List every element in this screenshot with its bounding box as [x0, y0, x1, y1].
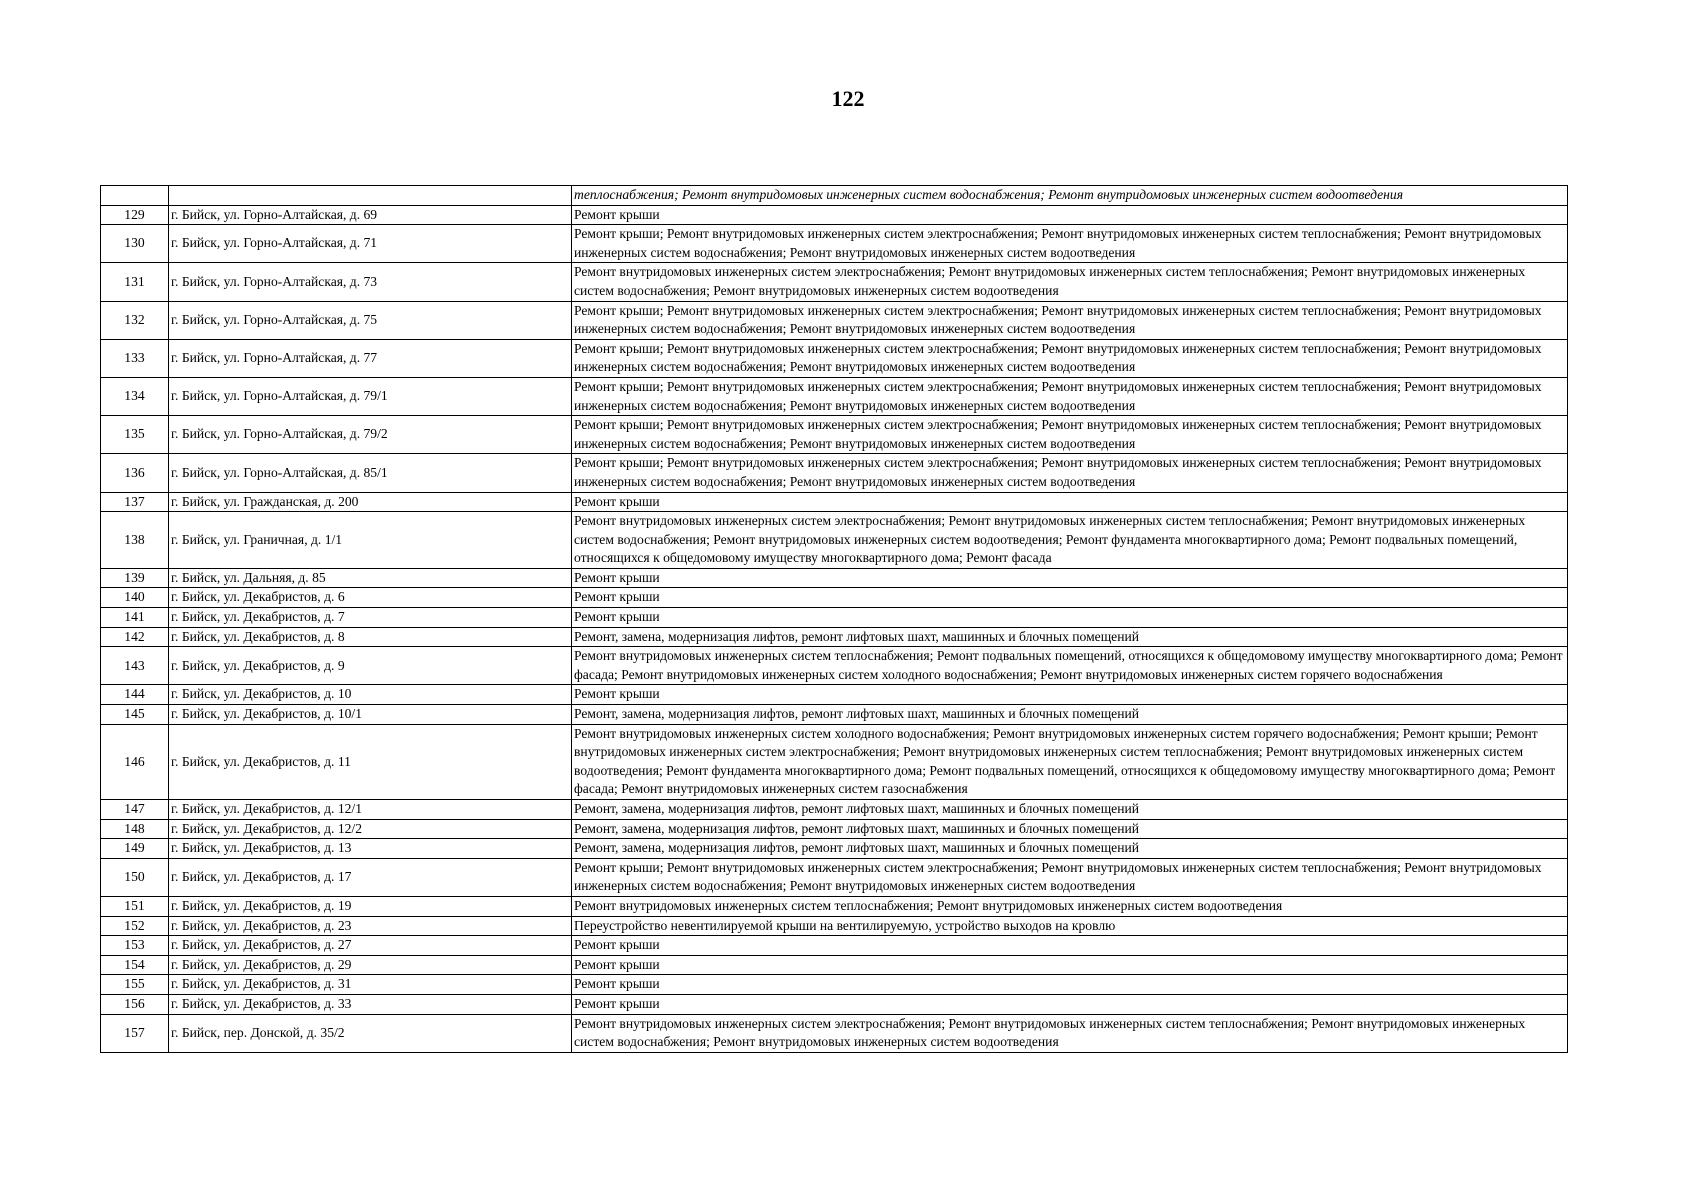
table-row — [101, 994, 1568, 1014]
row-number: 129 — [101, 205, 169, 225]
table-row — [101, 377, 1568, 415]
row-number: 157 — [101, 1014, 169, 1052]
row-address: г. Бийск, ул. Гражданская, д. 200 — [169, 492, 572, 512]
row-works: Переустройство невентилируемой крыши на вентилируемую, устройство выходов на кровлю — [572, 916, 1568, 936]
row-number: 146 — [101, 724, 169, 799]
row-works: Ремонт, замена, модернизация лифтов, ремонт лифтовых шахт, машинных и блочных помещений — [572, 627, 1568, 647]
row-address: г. Бийск, ул. Декабристов, д. 11 — [169, 724, 572, 799]
row-number: 131 — [101, 263, 169, 301]
row-number: 139 — [101, 568, 169, 588]
table-row — [101, 512, 1568, 569]
row-number: 153 — [101, 936, 169, 956]
table-row — [101, 588, 1568, 608]
row-number: 132 — [101, 301, 169, 339]
row-number: 155 — [101, 975, 169, 995]
table-row — [101, 936, 1568, 956]
row-address: г. Бийск, ул. Декабристов, д. 19 — [169, 896, 572, 916]
row-works: Ремонт, замена, модернизация лифтов, ремонт лифтовых шахт, машинных и блочных помещений — [572, 819, 1568, 839]
table-row — [101, 301, 1568, 339]
row-number: 134 — [101, 377, 169, 415]
row-number: 149 — [101, 839, 169, 859]
row-works: Ремонт, замена, модернизация лифтов, ремонт лифтовых шахт, машинных и блочных помещений — [572, 839, 1568, 859]
row-number: 143 — [101, 647, 169, 685]
continuation-row — [101, 186, 1568, 206]
row-works: Ремонт, замена, модернизация лифтов, ремонт лифтовых шахт, машинных и блочных помещений — [572, 800, 1568, 820]
table-row — [101, 568, 1568, 588]
row-address: г. Бийск, пер. Донской, д. 35/2 — [169, 1014, 572, 1052]
row-address: г. Бийск, ул. Декабристов, д. 9 — [169, 647, 572, 685]
row-number: 151 — [101, 896, 169, 916]
table-row — [101, 800, 1568, 820]
row-works: Ремонт крыши; Ремонт внутридомовых инженерных систем электроснабжения; Ремонт внутридомовых инженерных систем теплоснабжения; Ремонт внутридомовых инженерных систем водоснабжения; Ремонт внутридомовых инженерных систем водоотведения — [572, 454, 1568, 492]
page-number: 122 — [831, 86, 865, 111]
table-row — [101, 916, 1568, 936]
row-address: г. Бийск, ул. Декабристов, д. 8 — [169, 627, 572, 647]
row-works: Ремонт крыши; Ремонт внутридомовых инженерных систем электроснабжения; Ремонт внутридомовых инженерных систем теплоснабжения; Ремонт внутридомовых инженерных систем водоснабжения; Ремонт внутридомовых инженерных систем водоотведения — [572, 377, 1568, 415]
row-works: Ремонт внутридомовых инженерных систем электроснабжения; Ремонт внутридомовых инженерных систем теплоснабжения; Ремонт внутридомовых инженерных систем водоснабжения; Ремонт внутридомовых инженерных систем водоотведения — [572, 263, 1568, 301]
row-number: 140 — [101, 588, 169, 608]
registry-body — [101, 186, 1568, 1053]
row-works: Ремонт внутридомовых инженерных систем теплоснабжения; Ремонт внутридомовых инженерных систем водоотведения — [572, 896, 1568, 916]
row-address: г. Бийск, ул. Декабристов, д. 17 — [169, 858, 572, 896]
row-number: 136 — [101, 454, 169, 492]
row-works: Ремонт крыши; Ремонт внутридомовых инженерных систем электроснабжения; Ремонт внутридомовых инженерных систем теплоснабжения; Ремонт внутридомовых инженерных систем водоснабжения; Ремонт внутридомовых инженерных систем водоотведения — [572, 858, 1568, 896]
row-address: г. Бийск, ул. Горно-Алтайская, д. 73 — [169, 263, 572, 301]
row-address: г. Бийск, ул. Декабристов, д. 23 — [169, 916, 572, 936]
row-address: г. Бийск, ул. Горно-Алтайская, д. 85/1 — [169, 454, 572, 492]
row-address: г. Бийск, ул. Декабристов, д. 29 — [169, 955, 572, 975]
row-address: г. Бийск, ул. Горно-Алтайская, д. 75 — [169, 301, 572, 339]
table-row — [101, 647, 1568, 685]
row-works: Ремонт крыши — [572, 955, 1568, 975]
row-number — [101, 186, 169, 206]
row-works: Ремонт внутридомовых инженерных систем электроснабжения; Ремонт внутридомовых инженерных систем теплоснабжения; Ремонт внутридомовых инженерных систем водоснабжения; Ремонт внутридомовых инженерных систем водоотведения; Ремонт фундамента многоквартирного дома; Ремонт подвальных помещений, относящихся к общедомовому имуществу многоквартирного дома; Ремонт фасада — [572, 512, 1568, 569]
row-works: Ремонт крыши — [572, 994, 1568, 1014]
table-row — [101, 416, 1568, 454]
row-works: Ремонт крыши — [572, 685, 1568, 705]
row-works: Ремонт крыши — [572, 568, 1568, 588]
table-row — [101, 724, 1568, 799]
table-row — [101, 454, 1568, 492]
repair-registry-table — [100, 185, 1568, 1053]
table-row — [101, 205, 1568, 225]
row-works: Ремонт крыши — [572, 205, 1568, 225]
row-number: 156 — [101, 994, 169, 1014]
table-row — [101, 685, 1568, 705]
row-works: Ремонт крыши; Ремонт внутридомовых инженерных систем электроснабжения; Ремонт внутридомовых инженерных систем теплоснабжения; Ремонт внутридомовых инженерных систем водоснабжения; Ремонт внутридомовых инженерных систем водоотведения — [572, 416, 1568, 454]
row-number: 148 — [101, 819, 169, 839]
row-address: г. Бийск, ул. Декабристов, д. 12/1 — [169, 800, 572, 820]
table-row — [101, 1014, 1568, 1052]
table-row — [101, 839, 1568, 859]
row-address: г. Бийск, ул. Граничная, д. 1/1 — [169, 512, 572, 569]
row-address: г. Бийск, ул. Горно-Алтайская, д. 69 — [169, 205, 572, 225]
row-number: 150 — [101, 858, 169, 896]
row-number: 130 — [101, 225, 169, 263]
row-address: г. Бийск, ул. Горно-Алтайская, д. 79/1 — [169, 377, 572, 415]
row-address: г. Бийск, ул. Декабристов, д. 33 — [169, 994, 572, 1014]
row-works: Ремонт внутридомовых инженерных систем холодного водоснабжения; Ремонт внутридомовых инженерных систем горячего водоснабжения; Ремонт крыши; Ремонт внутридомовых инженерных систем электроснабжения; Ремонт внутридомовых инженерных систем теплоснабжения; Ремонт внутридомовых инженерных систем водоотведения; Ремонт фундамента многоквартирного дома; Ремонт подвальных помещений, относящихся к общедомовому имуществу многоквартирного дома; Ремонт фасада; Ремонт внутридомовых инженерных систем газоснабжения — [572, 724, 1568, 799]
table-row — [101, 858, 1568, 896]
table-row — [101, 896, 1568, 916]
row-works: Ремонт крыши — [572, 975, 1568, 995]
row-number: 142 — [101, 627, 169, 647]
table-row — [101, 975, 1568, 995]
row-address: г. Бийск, ул. Декабристов, д. 13 — [169, 839, 572, 859]
row-number: 154 — [101, 955, 169, 975]
row-works: Ремонт крыши — [572, 936, 1568, 956]
row-works: теплоснабжения; Ремонт внутридомовых инженерных систем водоснабжения; Ремонт внутридомовых инженерных систем водоотведения — [572, 186, 1568, 206]
row-works: Ремонт внутридомовых инженерных систем теплоснабжения; Ремонт подвальных помещений, относящихся к общедомовому имуществу многоквартирного дома; Ремонт фасада; Ремонт внутридомовых инженерных систем холодного водоснабжения; Ремонт внутридомовых инженерных систем горячего водоснабжения — [572, 647, 1568, 685]
row-address — [169, 186, 572, 206]
table-row — [101, 225, 1568, 263]
table-row — [101, 339, 1568, 377]
table-row — [101, 627, 1568, 647]
row-address: г. Бийск, ул. Декабристов, д. 12/2 — [169, 819, 572, 839]
table-row — [101, 955, 1568, 975]
row-address: г. Бийск, ул. Декабристов, д. 27 — [169, 936, 572, 956]
table-row — [101, 819, 1568, 839]
row-number: 152 — [101, 916, 169, 936]
row-works: Ремонт внутридомовых инженерных систем электроснабжения; Ремонт внутридомовых инженерных систем теплоснабжения; Ремонт внутридомовых инженерных систем водоснабжения; Ремонт внутридомовых инженерных систем водоотведения — [572, 1014, 1568, 1052]
row-works: Ремонт крыши; Ремонт внутридомовых инженерных систем электроснабжения; Ремонт внутридомовых инженерных систем теплоснабжения; Ремонт внутридомовых инженерных систем водоснабжения; Ремонт внутридомовых инженерных систем водоотведения — [572, 225, 1568, 263]
table-row — [101, 608, 1568, 628]
row-number: 138 — [101, 512, 169, 569]
row-number: 144 — [101, 685, 169, 705]
row-number: 137 — [101, 492, 169, 512]
row-address: г. Бийск, ул. Дальняя, д. 85 — [169, 568, 572, 588]
table-row — [101, 492, 1568, 512]
row-number: 141 — [101, 608, 169, 628]
row-works: Ремонт крыши; Ремонт внутридомовых инженерных систем электроснабжения; Ремонт внутридомовых инженерных систем теплоснабжения; Ремонт внутридомовых инженерных систем водоснабжения; Ремонт внутридомовых инженерных систем водоотведения — [572, 301, 1568, 339]
table-row — [101, 705, 1568, 725]
row-address: г. Бийск, ул. Декабристов, д. 6 — [169, 588, 572, 608]
row-address: г. Бийск, ул. Декабристов, д. 10 — [169, 685, 572, 705]
row-works: Ремонт крыши — [572, 608, 1568, 628]
row-number: 135 — [101, 416, 169, 454]
row-address: г. Бийск, ул. Декабристов, д. 31 — [169, 975, 572, 995]
row-works: Ремонт крыши — [572, 492, 1568, 512]
row-works: Ремонт крыши — [572, 588, 1568, 608]
row-number: 133 — [101, 339, 169, 377]
row-address: г. Бийск, ул. Декабристов, д. 10/1 — [169, 705, 572, 725]
row-address: г. Бийск, ул. Горно-Алтайская, д. 71 — [169, 225, 572, 263]
row-works: Ремонт, замена, модернизация лифтов, ремонт лифтовых шахт, машинных и блочных помещений — [572, 705, 1568, 725]
table-row — [101, 263, 1568, 301]
row-number: 147 — [101, 800, 169, 820]
row-address: г. Бийск, ул. Декабристов, д. 7 — [169, 608, 572, 628]
row-number: 145 — [101, 705, 169, 725]
row-address: г. Бийск, ул. Горно-Алтайская, д. 79/2 — [169, 416, 572, 454]
row-works: Ремонт крыши; Ремонт внутридомовых инженерных систем электроснабжения; Ремонт внутридомовых инженерных систем теплоснабжения; Ремонт внутридомовых инженерных систем водоснабжения; Ремонт внутридомовых инженерных систем водоотведения — [572, 339, 1568, 377]
row-address: г. Бийск, ул. Горно-Алтайская, д. 77 — [169, 339, 572, 377]
